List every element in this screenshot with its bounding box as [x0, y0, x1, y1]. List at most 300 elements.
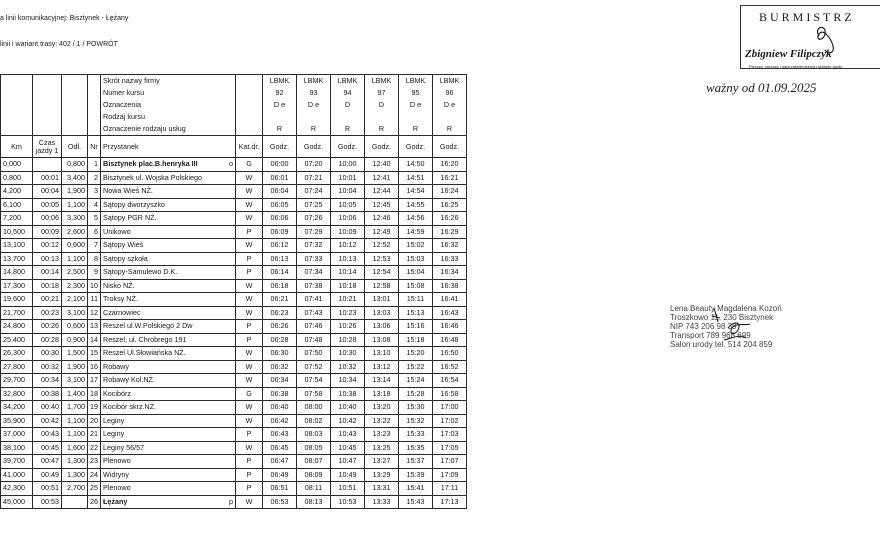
cell-road-category: P — [236, 252, 263, 266]
table-row — [1, 455, 467, 469]
table-row — [1, 225, 467, 239]
cell-time: 15:37 — [399, 455, 433, 469]
cell-distance: 1,400 — [62, 387, 88, 401]
cell-stop — [101, 333, 236, 347]
stop-name: Sątopy Wieś — [103, 240, 144, 250]
cell-time: 17:00 — [433, 401, 467, 415]
cell-time: 07:25 — [297, 198, 331, 212]
cell-time: 06:14 — [263, 266, 297, 280]
cell-stop — [101, 414, 236, 428]
cell-stop — [101, 455, 236, 469]
cell-time: 17:07 — [433, 455, 467, 469]
cell-time: 16:25 — [433, 198, 467, 212]
table-row — [1, 468, 467, 482]
cell-time: 16:48 — [433, 333, 467, 347]
cell-time: 15:28 — [399, 387, 433, 401]
cell-travel-time: 00:12 — [33, 239, 62, 253]
cell-time: 13:23 — [365, 428, 399, 442]
cell-time: 10:45 — [331, 441, 365, 455]
cell-km: 32,800 — [1, 387, 33, 401]
stop-name: Sątopy dworzyszko — [103, 199, 165, 209]
stop-name: Bisztynek ul. Wojska Polskiego — [103, 172, 202, 182]
stamp-title: BURMISTRZ — [759, 10, 855, 24]
cell-road-category: P — [236, 428, 263, 442]
cell-number: 19 — [88, 401, 101, 415]
cell-number: 7 — [88, 239, 101, 253]
course-header — [433, 75, 467, 136]
col-time: Godz. — [297, 136, 331, 158]
cell-time: 15:35 — [399, 441, 433, 455]
cell-time: 06:23 — [263, 306, 297, 320]
cell-travel-time: 00:28 — [33, 333, 62, 347]
stop-name: Kocibór skrz.NŻ. — [103, 402, 157, 412]
course-number: 92 — [275, 88, 284, 97]
cell-distance: 2,600 — [62, 225, 88, 239]
stop-name: Nowa Wieś NŻ. — [103, 186, 153, 196]
label-marks: Oznaczenia — [103, 100, 141, 109]
cell-km: 0,800 — [1, 171, 33, 185]
stop-suffix: o — [229, 159, 233, 169]
stop-name: Reszel, ul. Chrobrego 191 — [103, 334, 187, 344]
cell-travel-time: 00:30 — [33, 347, 62, 361]
table-row — [1, 387, 467, 401]
cell-time: 17:05 — [433, 441, 467, 455]
timetable — [0, 74, 467, 509]
cell-road-category: W — [236, 495, 263, 509]
cell-time: 07:29 — [297, 225, 331, 239]
cell-time: 08:05 — [297, 441, 331, 455]
cell-road-category: W — [236, 306, 263, 320]
cell-number: 23 — [88, 455, 101, 469]
cell-road-category: P — [236, 333, 263, 347]
cell-km: 13,700 — [1, 252, 33, 266]
cell-number: 21 — [88, 428, 101, 442]
cell-time: 10:34 — [331, 374, 365, 388]
stop-name: Sątopy szkoła — [103, 253, 148, 263]
cell-time: 06:32 — [263, 360, 297, 374]
cell-travel-time: 00:01 — [33, 171, 62, 185]
cell-travel-time: 00:13 — [33, 252, 62, 266]
cell-time: 13:06 — [365, 320, 399, 334]
cell-road-category: P — [236, 455, 263, 469]
cell-time: 07:54 — [297, 374, 331, 388]
cell-stop — [101, 185, 236, 199]
cell-time: 10:13 — [331, 252, 365, 266]
cell-distance: 1,100 — [62, 414, 88, 428]
cell-time: 10:21 — [331, 293, 365, 307]
cell-stop — [101, 158, 236, 172]
course-firm: LBMK — [371, 76, 392, 85]
cell-time: 08:11 — [297, 482, 331, 496]
cell-stop — [101, 401, 236, 415]
col-time: Godz. — [365, 136, 399, 158]
course-service: R — [412, 124, 419, 133]
col-time: Godz. — [331, 136, 365, 158]
stop-name: Nisko NŻ. — [103, 280, 135, 290]
cell-road-category: P — [236, 225, 263, 239]
table-row — [1, 482, 467, 496]
cell-number: 18 — [88, 387, 101, 401]
cell-time: 12:40 — [365, 158, 399, 172]
stamp-signature: Zbigniew Filipczyk — [745, 48, 832, 60]
stop-name: Leginy 56/57 — [103, 442, 145, 452]
cell-stop — [101, 387, 236, 401]
stop-name: Reszel Ul.Słowiańska NŻ. — [103, 348, 186, 358]
cell-time: 17:13 — [433, 495, 467, 509]
cell-road-category: W — [236, 171, 263, 185]
course-mark: D — [378, 100, 385, 109]
blank-cell — [88, 75, 101, 136]
table-row — [1, 441, 467, 455]
column-header-row — [1, 136, 467, 158]
cell-travel-time: 00:45 — [33, 441, 62, 455]
cell-time: 06:09 — [263, 225, 297, 239]
cell-time: 07:20 — [297, 158, 331, 172]
cell-time: 16:41 — [433, 293, 467, 307]
cell-time: 17:11 — [433, 482, 467, 496]
cell-distance: 3,300 — [62, 212, 88, 226]
cell-time: 08:02 — [297, 414, 331, 428]
cell-time: 13:01 — [365, 293, 399, 307]
col-travel-time: Czas jazdy 1 — [33, 136, 62, 158]
cell-km: 29,700 — [1, 374, 33, 388]
cell-time: 06:04 — [263, 185, 297, 199]
cell-time: 12:41 — [365, 171, 399, 185]
cell-road-category: W — [236, 414, 263, 428]
cell-time: 15:30 — [399, 401, 433, 415]
cell-travel-time — [33, 158, 62, 172]
cell-time: 08:07 — [297, 455, 331, 469]
stop-name: Czarnowiec — [103, 307, 141, 317]
course-firm: LBMK — [303, 76, 324, 85]
cell-time: 15:43 — [399, 495, 433, 509]
cell-km: 39,700 — [1, 455, 33, 469]
course-firm: LBMK — [269, 76, 290, 85]
cell-travel-time: 00:53 — [33, 495, 62, 509]
cell-stop — [101, 252, 236, 266]
cell-km: 25,400 — [1, 333, 33, 347]
cell-road-category: W — [236, 293, 263, 307]
cell-time: 08:09 — [297, 468, 331, 482]
cell-time: 15:16 — [399, 320, 433, 334]
cell-time: 16:34 — [433, 266, 467, 280]
cell-time: 10:38 — [331, 387, 365, 401]
col-road-category: Kat.dr. — [236, 136, 263, 158]
cell-time: 10:26 — [331, 320, 365, 334]
cell-number: 10 — [88, 279, 101, 293]
cell-time: 15:20 — [399, 347, 433, 361]
cell-time: 07:21 — [297, 171, 331, 185]
cell-number: 5 — [88, 212, 101, 226]
course-number: 95 — [411, 88, 420, 97]
cell-travel-time: 00:23 — [33, 306, 62, 320]
cell-time: 17:02 — [433, 414, 467, 428]
cell-time: 17:09 — [433, 468, 467, 482]
cell-time: 07:41 — [297, 293, 331, 307]
stop-name: Plenowo — [103, 456, 131, 466]
cell-road-category: P — [236, 468, 263, 482]
col-number: Nr — [88, 136, 101, 158]
company-line: Lena Beauty Magdalena Kozoń — [670, 304, 782, 313]
cell-distance: 1,700 — [62, 401, 88, 415]
cell-distance: 3,400 — [62, 171, 88, 185]
table-row — [1, 428, 467, 442]
cell-time: 10:04 — [331, 185, 365, 199]
stop-name: Reszel ul.W.Polskiego 2 Dw — [103, 321, 193, 331]
course-number: 97 — [377, 88, 386, 97]
cell-time: 07:52 — [297, 360, 331, 374]
cell-distance: 3,100 — [62, 374, 88, 388]
cell-number: 25 — [88, 482, 101, 496]
cell-time: 13:08 — [365, 333, 399, 347]
cell-number: 4 — [88, 198, 101, 212]
cell-time: 08:13 — [297, 495, 331, 509]
cell-time: 06:51 — [263, 482, 297, 496]
cell-time: 07:48 — [297, 333, 331, 347]
table-row — [1, 374, 467, 388]
cell-time: 12:52 — [365, 239, 399, 253]
cell-km: 10,500 — [1, 225, 33, 239]
route-variant: linii i wariant trasy: 402 / 1 / POWRÓT — [0, 41, 118, 48]
cell-travel-time: 00:26 — [33, 320, 62, 334]
cell-number: 22 — [88, 441, 101, 455]
table-row — [1, 320, 467, 334]
cell-stop — [101, 171, 236, 185]
course-service: R — [446, 124, 453, 133]
cell-road-category: W — [236, 212, 263, 226]
cell-km: 6,100 — [1, 198, 33, 212]
cell-number: 6 — [88, 225, 101, 239]
cell-km: 42,300 — [1, 482, 33, 496]
company-line: Transport 789 968 699 — [670, 331, 751, 340]
cell-time: 10:42 — [331, 414, 365, 428]
cell-travel-time: 00:40 — [33, 401, 62, 415]
course-header — [331, 75, 365, 136]
cell-time: 13:03 — [365, 306, 399, 320]
cell-time: 10:43 — [331, 428, 365, 442]
cell-time: 13:29 — [365, 468, 399, 482]
cell-time: 06:45 — [263, 441, 297, 455]
cell-stop — [101, 306, 236, 320]
cell-km: 27,800 — [1, 360, 33, 374]
cell-time: 16:29 — [433, 225, 467, 239]
cell-stop — [101, 428, 236, 442]
label-service-type: Oznaczenie rodzaju usług — [103, 124, 186, 133]
cell-distance: 1,100 — [62, 252, 88, 266]
cell-distance: 1,300 — [62, 455, 88, 469]
cell-time: 06:34 — [263, 374, 297, 388]
stamp-caption: Pieczęć, pieczęć i data zatwierdzenia rozkładu jazdy — [749, 64, 842, 69]
stop-name: Leginy — [103, 429, 125, 439]
cell-time: 13:14 — [365, 374, 399, 388]
company-line: NIP 743 206 98 39 — [670, 322, 737, 331]
blank-cell — [1, 75, 33, 136]
cell-road-category: P — [236, 482, 263, 496]
cell-time: 15:08 — [399, 279, 433, 293]
cell-distance: 2,500 — [62, 266, 88, 280]
cell-number: 1 — [88, 158, 101, 172]
cell-travel-time: 00:05 — [33, 198, 62, 212]
cell-time: 14:50 — [399, 158, 433, 172]
cell-time: 07:32 — [297, 239, 331, 253]
cell-road-category: W — [236, 185, 263, 199]
table-row — [1, 279, 467, 293]
cell-number: 9 — [88, 266, 101, 280]
cell-number: 12 — [88, 306, 101, 320]
cell-road-category: W — [236, 360, 263, 374]
cell-time: 06:13 — [263, 252, 297, 266]
cell-stop — [101, 266, 236, 280]
cell-time: 16:26 — [433, 212, 467, 226]
cell-travel-time: 00:34 — [33, 374, 62, 388]
cell-time: 06:38 — [263, 387, 297, 401]
timetable-body — [1, 158, 467, 509]
table-row — [1, 158, 467, 172]
company-line: Salon urody tel. 514 204 859 — [670, 340, 773, 349]
col-distance: Odl. — [62, 136, 88, 158]
cell-stop — [101, 239, 236, 253]
cell-time: 10:18 — [331, 279, 365, 293]
stop-name: Robawy Kol.NŻ. — [103, 375, 155, 385]
cell-time: 14:51 — [399, 171, 433, 185]
cell-time: 08:03 — [297, 428, 331, 442]
cell-number: 11 — [88, 293, 101, 307]
cell-time: 14:56 — [399, 212, 433, 226]
cell-km: 38,100 — [1, 441, 33, 455]
course-service: R — [310, 124, 317, 133]
cell-stop — [101, 374, 236, 388]
stop-suffix: p — [229, 496, 233, 506]
cell-time: 10:05 — [331, 198, 365, 212]
cell-time: 06:18 — [263, 279, 297, 293]
cell-travel-time: 00:21 — [33, 293, 62, 307]
cell-time: 06:40 — [263, 401, 297, 415]
cell-time: 16:50 — [433, 347, 467, 361]
cell-time: 15:41 — [399, 482, 433, 496]
line-name: a linii komunikacyjnej: Bisztynek - Łężany — [0, 15, 129, 22]
company-signature-icon — [694, 300, 774, 350]
cell-time: 12:44 — [365, 185, 399, 199]
cell-travel-time: 00:47 — [33, 455, 62, 469]
info-labels — [101, 75, 236, 136]
cell-time: 15:39 — [399, 468, 433, 482]
course-header — [263, 75, 297, 136]
cell-km: 35,900 — [1, 414, 33, 428]
cell-time: 06:26 — [263, 320, 297, 334]
cell-time: 10:09 — [331, 225, 365, 239]
cell-time: 10:30 — [331, 347, 365, 361]
course-mark: D e — [307, 100, 320, 109]
cell-time: 08:00 — [297, 401, 331, 415]
cell-time: 13:27 — [365, 455, 399, 469]
cell-distance: 1,500 — [62, 347, 88, 361]
cell-time: 10:51 — [331, 482, 365, 496]
cell-time: 16:52 — [433, 360, 467, 374]
cell-time: 16:24 — [433, 185, 467, 199]
cell-time: 07:26 — [297, 212, 331, 226]
stop-name: Bisztynek plac.B.henryka III — [103, 159, 198, 169]
cell-distance — [62, 495, 88, 509]
cell-time: 10:53 — [331, 495, 365, 509]
cell-number: 8 — [88, 252, 101, 266]
cell-time: 16:58 — [433, 387, 467, 401]
cell-number: 26 — [88, 495, 101, 509]
cell-distance: 0,900 — [62, 333, 88, 347]
cell-road-category: W — [236, 198, 263, 212]
cell-time: 13:22 — [365, 414, 399, 428]
cell-travel-time: 00:51 — [33, 482, 62, 496]
cell-road-category: G — [236, 387, 263, 401]
cell-time: 16:43 — [433, 306, 467, 320]
stop-name: Sątopy PGR NŻ. — [103, 213, 157, 223]
cell-road-category: W — [236, 239, 263, 253]
cell-road-category: P — [236, 266, 263, 280]
cell-km: 19,600 — [1, 293, 33, 307]
cell-time: 06:42 — [263, 414, 297, 428]
cell-time: 17:03 — [433, 428, 467, 442]
cell-distance: 0,600 — [62, 320, 88, 334]
cell-time: 06:28 — [263, 333, 297, 347]
cell-time: 15:04 — [399, 266, 433, 280]
cell-km: 26,300 — [1, 347, 33, 361]
cell-time: 16:33 — [433, 252, 467, 266]
cell-time: 15:24 — [399, 374, 433, 388]
cell-stop — [101, 279, 236, 293]
cell-time: 06:53 — [263, 495, 297, 509]
cell-travel-time: 00:32 — [33, 360, 62, 374]
cell-km: 17,300 — [1, 279, 33, 293]
table-row — [1, 185, 467, 199]
cell-travel-time: 00:04 — [33, 185, 62, 199]
cell-time: 16:46 — [433, 320, 467, 334]
cell-time: 14:54 — [399, 185, 433, 199]
cell-distance: 1,900 — [62, 185, 88, 199]
cell-km: 34,200 — [1, 401, 33, 415]
cell-travel-time: 00:14 — [33, 266, 62, 280]
cell-km: 4,200 — [1, 185, 33, 199]
cell-time: 13:12 — [365, 360, 399, 374]
cell-number: 14 — [88, 333, 101, 347]
cell-stop — [101, 347, 236, 361]
cell-km: 0,000 — [1, 158, 33, 172]
cell-stop — [101, 293, 236, 307]
stop-name: Leginy — [103, 415, 125, 425]
stop-name: Kocibórz — [103, 388, 131, 398]
table-row — [1, 333, 467, 347]
cell-number: 20 — [88, 414, 101, 428]
cell-time: 06:30 — [263, 347, 297, 361]
table-row — [1, 252, 467, 266]
cell-time: 10:12 — [331, 239, 365, 253]
table-row — [1, 212, 467, 226]
cell-time: 06:05 — [263, 198, 297, 212]
stop-name: Łężany — [103, 496, 128, 506]
cell-time: 16:32 — [433, 239, 467, 253]
cell-number: 24 — [88, 468, 101, 482]
mayor-stamp — [740, 5, 880, 69]
course-number: 93 — [309, 88, 318, 97]
cell-km: 24,800 — [1, 320, 33, 334]
cell-time: 06:49 — [263, 468, 297, 482]
cell-time: 07:43 — [297, 306, 331, 320]
stop-name: Widryny — [103, 469, 129, 479]
cell-distance: 1,900 — [62, 360, 88, 374]
course-service: R — [344, 124, 351, 133]
col-time: Godz. — [399, 136, 433, 158]
stop-name: Plenowo — [103, 483, 131, 493]
col-stop: Przystanek — [101, 136, 236, 158]
cell-time: 12:49 — [365, 225, 399, 239]
